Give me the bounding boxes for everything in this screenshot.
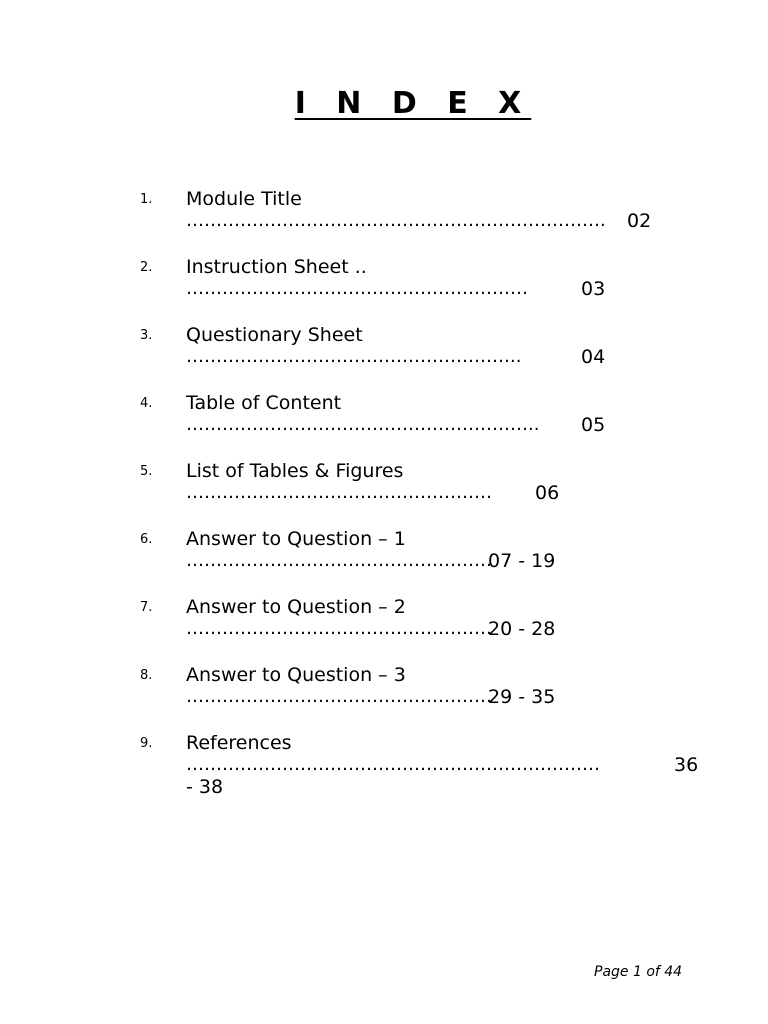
entry-page-number: 03 <box>581 278 606 300</box>
entry-dot-leader: ……………………………………………………………. <box>186 210 606 231</box>
entry-page-number: 04 <box>581 346 606 368</box>
index-entry-table-of-content <box>0 392 768 452</box>
entry-label: Table of Content <box>186 392 342 414</box>
page-footer: Page 1 of 44 <box>594 964 683 980</box>
entry-dot-leader: …………………………………………… <box>186 618 492 639</box>
entry-label: Answer to Question – 3 <box>186 664 406 686</box>
entry-number: 9. <box>140 736 153 751</box>
index-entry-references <box>0 732 768 812</box>
entry-label: Module Title <box>186 188 302 210</box>
entry-number: 5. <box>140 464 153 479</box>
entry-label: Instruction Sheet .. <box>186 256 367 278</box>
entry-page-number: 05 <box>581 414 606 436</box>
entry-page-number: 29 - 35 <box>488 686 556 708</box>
entry-page-number: 06 <box>535 482 560 504</box>
entry-label: References <box>186 732 292 754</box>
entry-page-number: 36 <box>674 754 699 776</box>
entry-dot-leader: …………………………………………… <box>186 550 492 571</box>
index-entry-answer-1 <box>0 528 768 588</box>
entry-dot-leader: ………………………………………………… <box>186 278 528 299</box>
entry-number: 3. <box>140 328 153 343</box>
entry-number: 4. <box>140 396 153 411</box>
entry-label: Answer to Question – 2 <box>186 596 406 618</box>
entry-page-number: 02 <box>627 210 652 232</box>
index-entry-questionary-sheet <box>0 324 768 384</box>
entry-dot-leader: …………………………………………… <box>186 482 492 503</box>
entry-page-number: 07 - 19 <box>488 550 556 572</box>
entry-label: Answer to Question – 1 <box>186 528 406 550</box>
entry-dot-leader: …………………………………………… <box>186 686 492 707</box>
index-entry-module-title <box>0 188 768 248</box>
index-entry-answer-2 <box>0 596 768 656</box>
entry-dot-leader: …………………………………………………………… <box>186 754 600 775</box>
entry-label: List of Tables & Figures <box>186 460 404 482</box>
entry-page-number-continued: - 38 <box>186 776 224 798</box>
entry-number: 6. <box>140 532 153 547</box>
index-title: I N D E X <box>294 86 532 121</box>
index-entry-answer-3 <box>0 664 768 724</box>
entry-number: 8. <box>140 668 153 683</box>
entry-number: 1. <box>140 192 153 207</box>
index-entry-list-of-tables <box>0 460 768 520</box>
entry-label: Questionary Sheet <box>186 324 363 346</box>
entry-page-number: 20 - 28 <box>488 618 556 640</box>
entry-number: 2. <box>140 260 153 275</box>
index-entry-instruction-sheet <box>0 256 768 316</box>
entry-number: 7. <box>140 600 153 615</box>
entry-dot-leader: ……………………………………………….. <box>186 346 522 367</box>
entry-dot-leader: ………………………………………………….. <box>186 414 540 435</box>
